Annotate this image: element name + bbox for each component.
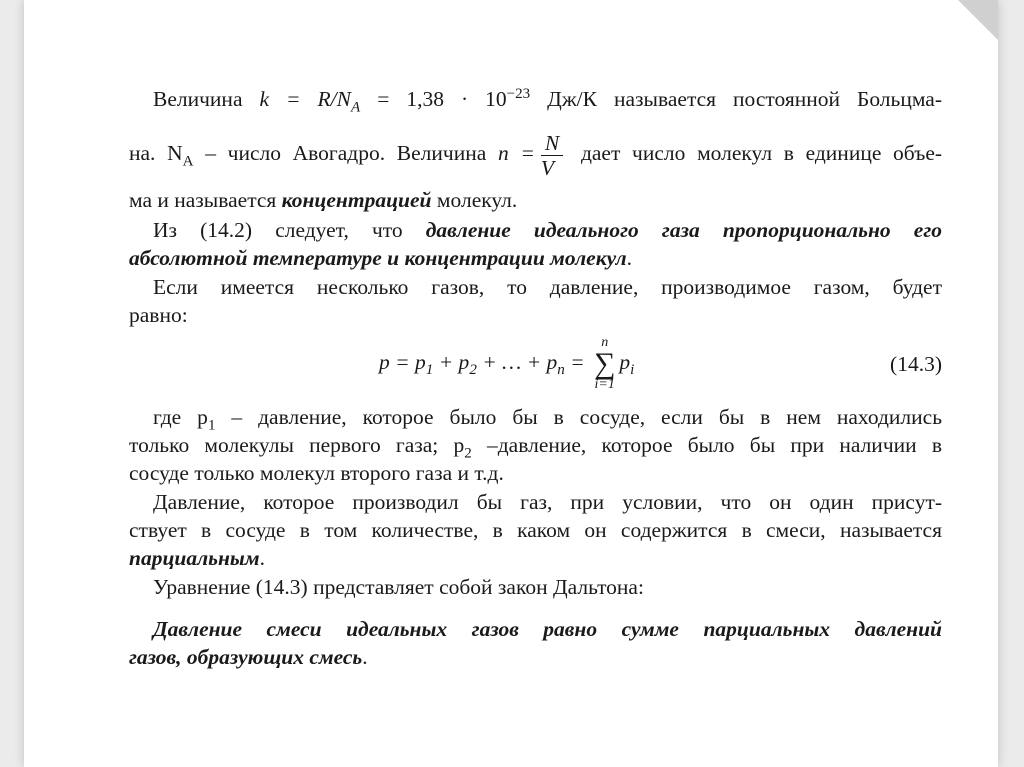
boltzmann-formula	[259, 86, 598, 116]
denominator: V	[540, 155, 555, 180]
p2-line-1	[129, 218, 942, 243]
eq-equals: =	[570, 349, 585, 374]
eq-sub: 2	[469, 362, 477, 379]
text: .	[626, 246, 632, 270]
formula-unit: Дж/К	[547, 87, 597, 112]
formula-sub-a: A	[351, 99, 361, 116]
text: только молекулы первого газа; $p_2$	[129, 433, 472, 462]
eq-term: p	[619, 349, 631, 374]
p1-line-3	[129, 188, 942, 213]
term-partial: парциальным	[129, 546, 260, 570]
text: – число Авогадро. Величина	[205, 141, 487, 165]
slide-page	[24, 0, 998, 767]
eq-sub: 1	[425, 362, 434, 379]
term-concentration: концентрацией	[281, 188, 432, 212]
equation-14-3	[129, 330, 942, 400]
text: Если имеется несколько газов, то давление, производимое газом, будет	[153, 275, 942, 299]
text: – давление, которое было бы в сосуде, если бы в нем находились	[231, 405, 943, 429]
formula-exponent: −23	[506, 86, 531, 102]
text: Величина	[153, 87, 243, 112]
eq-term: + p	[438, 349, 470, 374]
p2-line-2	[129, 246, 942, 271]
sigma-icon: ∑	[594, 347, 616, 380]
numerator: N	[541, 131, 563, 156]
equation-number: (14.3)	[890, 352, 942, 376]
page-corner-fold	[958, 0, 998, 40]
eq-term: + … + p	[482, 349, 558, 374]
formula-n: n =	[497, 141, 535, 165]
text: называется постоянной Больцма-	[614, 87, 942, 112]
text: дает число молекул в единице объе-	[580, 141, 943, 165]
p5-line-3	[129, 546, 942, 571]
formula-k: k = R/N	[259, 87, 351, 112]
eq-sub: n	[557, 362, 565, 379]
p1-line-2	[129, 128, 942, 186]
sum-sign	[594, 336, 615, 392]
text: Уравнение (14.3) представляет собой закон Дальтона:	[153, 575, 644, 599]
emphasis-text: абсолютной температуре и концентрации молекул	[129, 246, 627, 270]
text: ма и называется	[129, 188, 277, 212]
text: .	[259, 546, 265, 570]
p7-line-2	[129, 645, 942, 670]
eq-lhs: p = p	[379, 349, 426, 374]
text: ствует в сосуде в том количестве, в каком он содержится в смеси, называется	[129, 518, 942, 542]
concentration-formula	[497, 130, 569, 180]
text: равно:	[129, 303, 188, 327]
law-statement: газов, образующих смесь	[129, 645, 363, 669]
p6-line-1	[129, 575, 942, 600]
p3-line-1	[129, 275, 942, 300]
sum-lower-limit: i=1	[594, 377, 615, 392]
fraction-n-over-v	[541, 131, 563, 180]
formula-value: = 1,38 · 10	[377, 87, 507, 112]
text: –давление, которое было бы при наличии в	[486, 433, 943, 457]
p5-line-2	[129, 518, 942, 543]
avogadro-sub: А	[182, 153, 194, 170]
text: молекул.	[436, 188, 518, 212]
equation-body	[379, 336, 634, 392]
p4-line-2	[129, 433, 942, 462]
p1-line-1	[129, 86, 942, 116]
text: на. $N_А$	[129, 141, 194, 170]
text: Давление, которое производил бы газ, при условии, что он один присут-	[153, 490, 942, 514]
text: сосуде только молекул второго газа и т.д.	[129, 461, 504, 485]
p7-line-1	[129, 617, 942, 642]
law-statement: Давление смеси идеальных газов равно сумме парциальных давлений	[153, 617, 942, 641]
text: .	[362, 645, 368, 669]
text: Из (14.2) следует, что	[153, 218, 403, 242]
p5-line-1	[129, 490, 942, 515]
text: где $p_1$	[153, 405, 216, 434]
p4-line-3	[129, 461, 942, 486]
p4-line-1	[129, 405, 942, 434]
eq-sub: i	[630, 362, 635, 379]
p3-line-2	[129, 303, 942, 328]
emphasis-text: давление идеального газа пропорционально его	[425, 218, 943, 242]
sum-upper-limit: n	[601, 335, 609, 350]
